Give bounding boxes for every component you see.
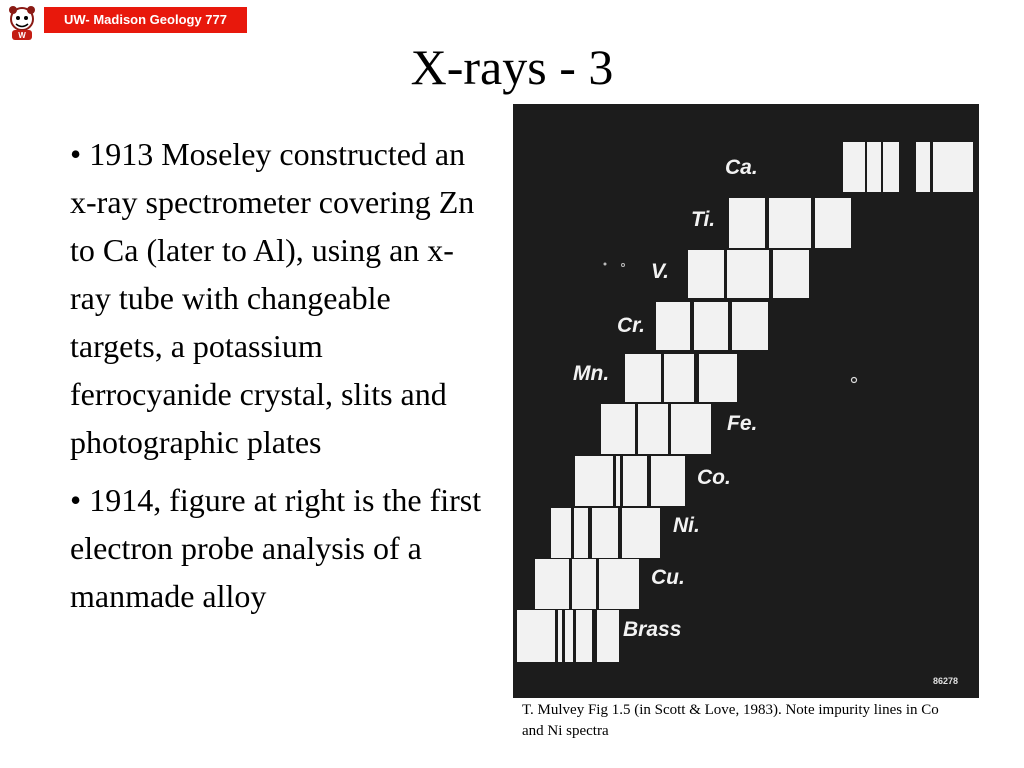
spectrum-row-mn [625, 354, 737, 402]
speck [852, 378, 857, 383]
label-cu: Cu. [651, 566, 685, 589]
spectrum-row-ca [843, 142, 973, 192]
slide-title: X-rays - 3 [410, 39, 614, 95]
figure-caption: T. Mulvey Fig 1.5 (in Scott & Love, 1983). Note impurity lines in Co and Ni spectra [522, 702, 939, 739]
label-mn: Mn. [573, 362, 610, 385]
label-brass: Brass [623, 618, 682, 641]
spectrum-row-cu [535, 559, 639, 609]
spectra-photograph [513, 104, 979, 698]
label-ti: Ti. [691, 208, 716, 231]
spectrum-row-cr [656, 302, 768, 350]
svg-text:W: W [18, 31, 26, 40]
spectrum-row-fe [601, 404, 711, 454]
speck [604, 263, 607, 266]
label-cr: Cr. [617, 314, 646, 337]
label-co: Co. [697, 466, 731, 489]
spectrum-row-ni [551, 508, 660, 558]
label-ca: Ca. [725, 156, 758, 179]
label-fe: Fe. [727, 412, 758, 435]
spectrum-row-ti [729, 198, 851, 248]
spectrum-row-brass [517, 610, 619, 662]
plate-number: 86278 [933, 676, 959, 686]
label-v: V. [651, 260, 669, 283]
course-badge: UW- Madison Geology 777 [44, 7, 247, 33]
bullet-list [70, 130, 490, 630]
spectrum-row-v [688, 250, 809, 298]
spectrum-row-co [575, 456, 685, 506]
label-ni: Ni. [673, 514, 700, 537]
bullet-item: • 1913 Moseley constructed an x-ray spectrometer covering Zn to Ca (later to Al), using an x-ray tube with changeable targets, a potassium ferrocyanide crystal, slits and photographic plates [70, 136, 475, 460]
bullet-item: • 1914, figure at right is the first electron probe analysis of a manmade alloy [70, 482, 482, 614]
speck [622, 264, 625, 267]
